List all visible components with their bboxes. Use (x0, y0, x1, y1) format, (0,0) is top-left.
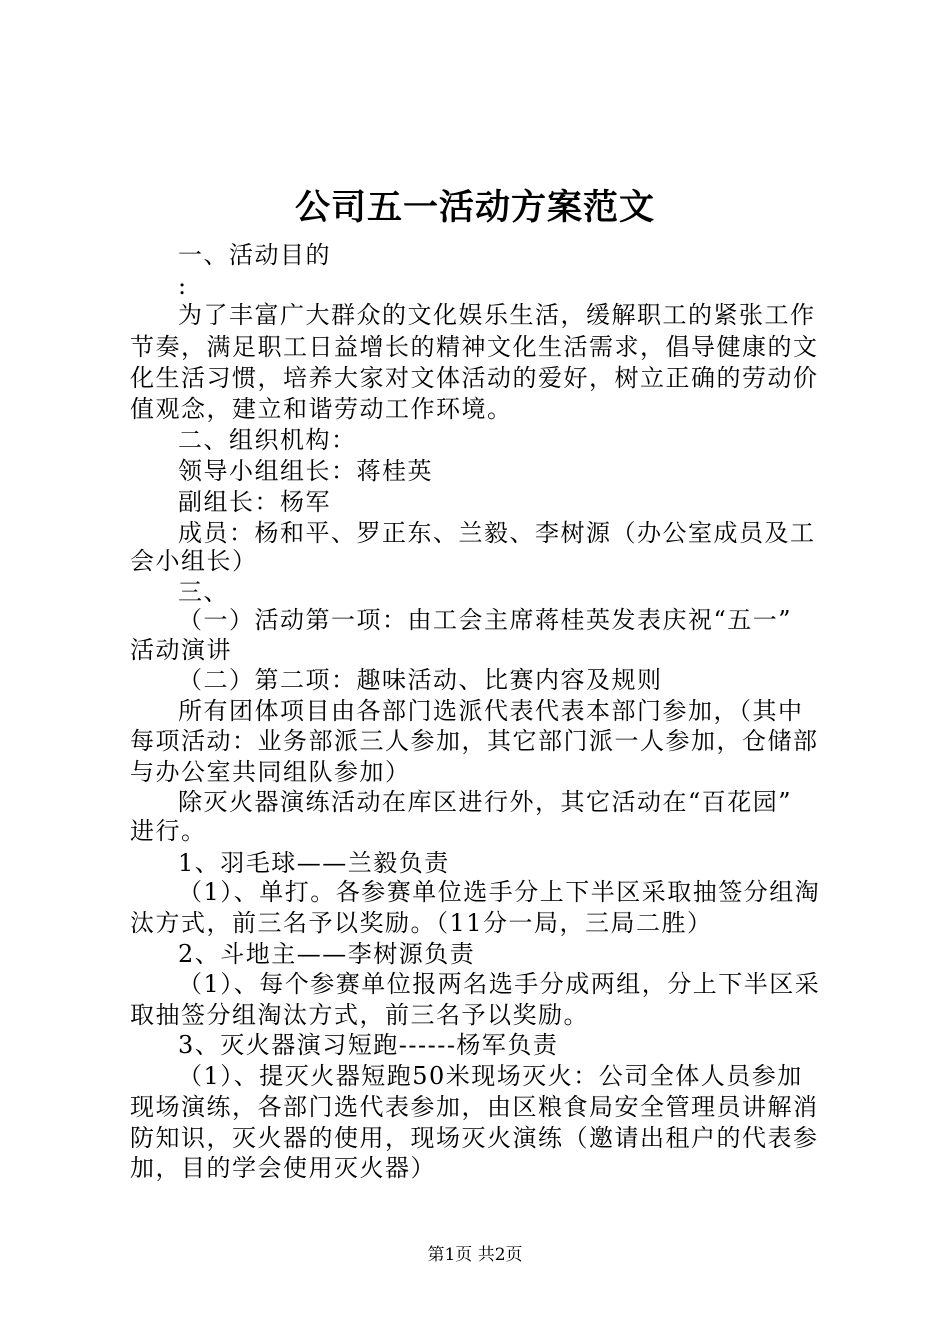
paragraph-line: （1）、提灭火器短跑50米现场灭火：公司全体人员参加 (178, 1062, 803, 1090)
paragraph-line: 节奏，满足职工日益增长的精神文化生活需求，倡导健康的文 (130, 333, 819, 361)
paragraph-line: 现场演练，各部门选代表参加，由区粮食局安全管理员讲解消 (130, 1093, 819, 1121)
paragraph-line: （1）、每个参赛单位报两名选手分成两组，分上下半区采 (178, 970, 821, 998)
text-line: 2、斗地主——李树源负责 (178, 940, 476, 968)
paragraph-line: 进行。 (130, 817, 207, 845)
text-line: 副组长：杨军 (178, 488, 331, 516)
document-title: 公司五一活动方案范文 (294, 187, 655, 228)
paragraph-line: 防知识，灭火器的使用，现场灭火演练（邀请出租户的代表参 (130, 1124, 819, 1152)
heading-organization: 二、组织机构： (178, 426, 357, 454)
paragraph-line: （1）、单打。各参赛单位选手分上下半区采取抽签分组淘 (178, 878, 821, 906)
text-line: 1、羽毛球——兰毅负责 (178, 849, 450, 877)
text-line: （二）第二项：趣味活动、比赛内容及规则 (178, 666, 663, 694)
paragraph-line: 汰方式，前三名予以奖励。（11分一局，三局二胜） (130, 909, 713, 937)
paragraph-line: 取抽签分组淘汰方式，前三名予以奖励。 (130, 1001, 589, 1029)
paragraph-line: 所有团体项目由各部门选派代表代表本部门参加，（其中 (178, 697, 804, 725)
paragraph-line: 为了丰富广大群众的文化娱乐生活，缓解职工的紧张工作 (178, 301, 816, 329)
paragraph-line: 化生活习惯，培养大家对文体活动的爱好，树立正确的劳动价 (130, 364, 819, 392)
paragraph-line: 活动演讲 (130, 636, 232, 664)
heading-section-three: 三、 (178, 578, 229, 606)
text-line: : (178, 272, 188, 300)
text-line: 领导小组组长：蒋桂英 (178, 457, 433, 485)
paragraph-line: 会小组长） (130, 547, 258, 575)
paragraph-line: 成员：杨和平、罗正东、兰毅、李树源（办公室成员及工 (178, 519, 816, 547)
paragraph-line: 每项活动：业务部派三人参加，其它部门派一人参加，仓储部 (130, 727, 819, 755)
paragraph-line: 除灭火器演练活动在库区进行外，其它活动在“百花园” (178, 788, 793, 816)
paragraph-line: （一）活动第一项：由工会主席蒋桂英发表庆祝“五一” (178, 606, 793, 634)
text-line: 3、灭火器演习短跑------杨军负责 (178, 1031, 559, 1059)
paragraph-line: 与办公室共同组队参加） (130, 758, 411, 786)
paragraph-line: 值观念，建立和谐劳动工作环境。 (130, 395, 513, 423)
page-number-footer: 第1页 共2页 (427, 1245, 523, 1265)
paragraph-line: 加，目的学会使用灭火器） (130, 1154, 436, 1182)
heading-activity-purpose: 一、活动目的 (178, 241, 331, 269)
